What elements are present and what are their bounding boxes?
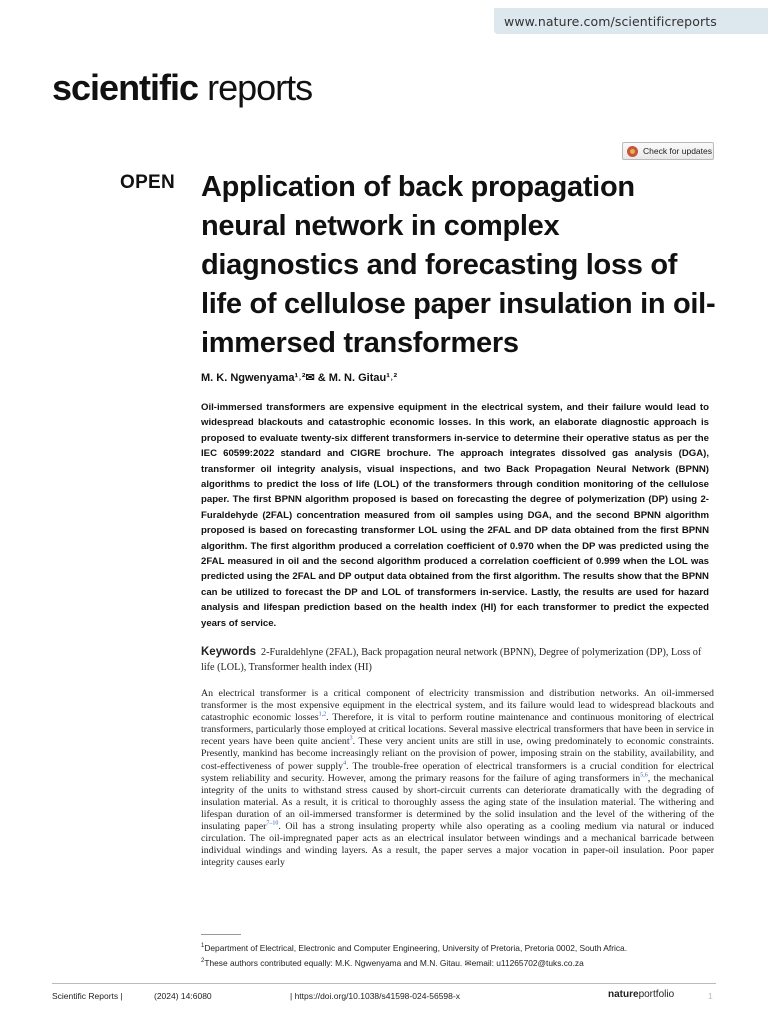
journal-logo-light: reports bbox=[207, 67, 313, 108]
citation-link[interactable]: 7–10 bbox=[266, 820, 279, 827]
citation-link[interactable]: 4 bbox=[343, 760, 347, 767]
body-text: . Therefore, it is vital to perform routine maintenance and continuous monitoring of electrical transformers, particularly those employed at critical locations. Several massive electrical transformers that have been in service in recent years have been quite ancient bbox=[201, 712, 715, 748]
url-banner[interactable] bbox=[494, 8, 768, 34]
footnotes bbox=[201, 940, 721, 970]
footnote-mark: 2 bbox=[201, 957, 205, 964]
journal-url[interactable]: www.nature.com/scientificreports bbox=[504, 14, 717, 29]
footer-journal: Scientific Reports | bbox=[52, 991, 123, 1001]
open-access-label: OPEN bbox=[120, 172, 176, 193]
body-text: An electrical transformer is a critical component of electricity transmission and distribution networks. An oil-immersed transformer is the most expensive equipment in the electrical system, and its failure would lead to widespread blackouts and catastrophic economic losses bbox=[201, 688, 714, 724]
footnote-divider bbox=[201, 934, 241, 935]
abstract: Oil-immersed transformers are expensive equipment in the electrical system, and their failure would lead to widespread blackouts and catastrophic economic losses. In this work, an elaborate diagnostic approach is proposed to evaluate twenty-six different transformers in-service to determine their operative status as per the IEC 60599:2022 standard and CIGRE brochure. The approach integrates dissolved gas analysis (DGA), transformer oil integrity analysis, visual inspections, and two Back Propagation Neural Network (BPNN) algorithms to predict the loss of life (LOL) of the transformers through condition monitoring of the cellulose paper. The first BPNN algorithm proposed is based on forecasting the degree of polymerization (DP) using 2-Furaldehyde (2FAL) concentration measured from oil samples using DGA, and the second BPNN algorithm proposed is based on forecasting transformer LOL using the 2FAL and DP data obtained from the first BPNN algorithm. The first algorithm produced a correlation coefficient of 0.970 when the DP was predicted using the 2FAL measured in oil and the second algorithm produced a correlation coefficient of 0.999 when the LOL was predicted using the 2FAL and DP output data obtained from the first algorithm. The results show that the BPNN can be utilized to forecast the DP and LOL of transformers in-service. Lastly, the results are used for hazard analysis and lifespan prediction based on the health index (HI) for each transformer to predict the expected years of service. bbox=[201, 402, 709, 629]
citation-link[interactable]: 5,6 bbox=[640, 772, 648, 779]
journal-logo bbox=[52, 66, 312, 110]
check-for-updates-label: Check for updates bbox=[643, 146, 712, 156]
body-text: . The trouble-free operation of electrical transformers is a crucial condition for electrical system reliability and security. However, among the primary reasons for the failure of aging transformers in bbox=[201, 760, 714, 784]
page-number: 1 bbox=[708, 991, 713, 1001]
keywords-section bbox=[201, 645, 709, 675]
journal-logo-bold: scientific bbox=[52, 67, 199, 108]
footnote-text[interactable]: These authors contributed equally: M.K. Ngwenyama and M.N. Gitau. ✉email: u11265702@tuks.co.za bbox=[204, 957, 584, 968]
footnote-text: Department of Electrical, Electronic and Computer Engineering, University of Pretoria, Pretoria 0002, South Africa. bbox=[204, 942, 628, 953]
citation-link[interactable]: 3 bbox=[349, 736, 353, 743]
publisher-light: portfolio bbox=[638, 989, 675, 1000]
author-list[interactable]: M. K. Ngwenyama¹˒²✉ & M. N. Gitau¹˒² bbox=[201, 372, 398, 384]
page-footer bbox=[52, 983, 716, 1000]
body-paragraph bbox=[201, 688, 714, 869]
publisher-bold: nature bbox=[608, 989, 639, 1000]
body-text: , the mechanical integrity of the units to withstand stress caused by short-circuit currents can deteriorate dramatically with the degrading of insulation material. As a result, it is critical to thoroughly assess the aging state of the insulation material. The withering and lifespan duration of an oil-immersed transformer is determined by the solid insulation and the level of the withering of the insulating paper bbox=[201, 772, 714, 833]
footer-volume: (2024) 14:6080 bbox=[154, 991, 212, 1001]
affiliation-footnote bbox=[201, 940, 721, 955]
citation-link[interactable]: 1,2 bbox=[318, 711, 327, 718]
article-title: Application of back propagation neural network in complex diagnostics and forecasting loss of life of cellulose paper insulation in oil-immersed transformers bbox=[201, 171, 716, 359]
body-text: . These very ancient units are still in use, owing predominately to economic constraints. Presently, mankind has become increasingly reliant on the provision of power, imposing strain on the stability, availability, and cost-effectiveness of power supply bbox=[201, 736, 714, 772]
crossmark-icon bbox=[627, 146, 638, 157]
keywords-label: Keywords bbox=[201, 646, 256, 658]
body-text: . Oil has a strong insulating property while also operating as a cooling medium via natural or induced circulation. The oil-impregnated paper acts as an electrical insulator between windings and a mechanical barricade between individual windings and winding layers. As a result, the paper serves a major vocation in paper-oil insulation. Poor paper integrity causes early bbox=[201, 821, 714, 869]
keywords-text: 2-Furaldehlyne (2FAL), Back propagation neural network (BPNN), Degree of polymerization (DP), Loss of life (LOL), Transformer health index (HI) bbox=[201, 647, 702, 673]
nature-portfolio-logo bbox=[608, 989, 674, 1000]
footnote-mark: 1 bbox=[201, 943, 205, 949]
footer-doi-link[interactable]: | https://doi.org/10.1038/s41598-024-56598-x bbox=[290, 991, 460, 1001]
contribution-footnote bbox=[201, 955, 721, 970]
check-for-updates-button[interactable] bbox=[622, 142, 714, 160]
